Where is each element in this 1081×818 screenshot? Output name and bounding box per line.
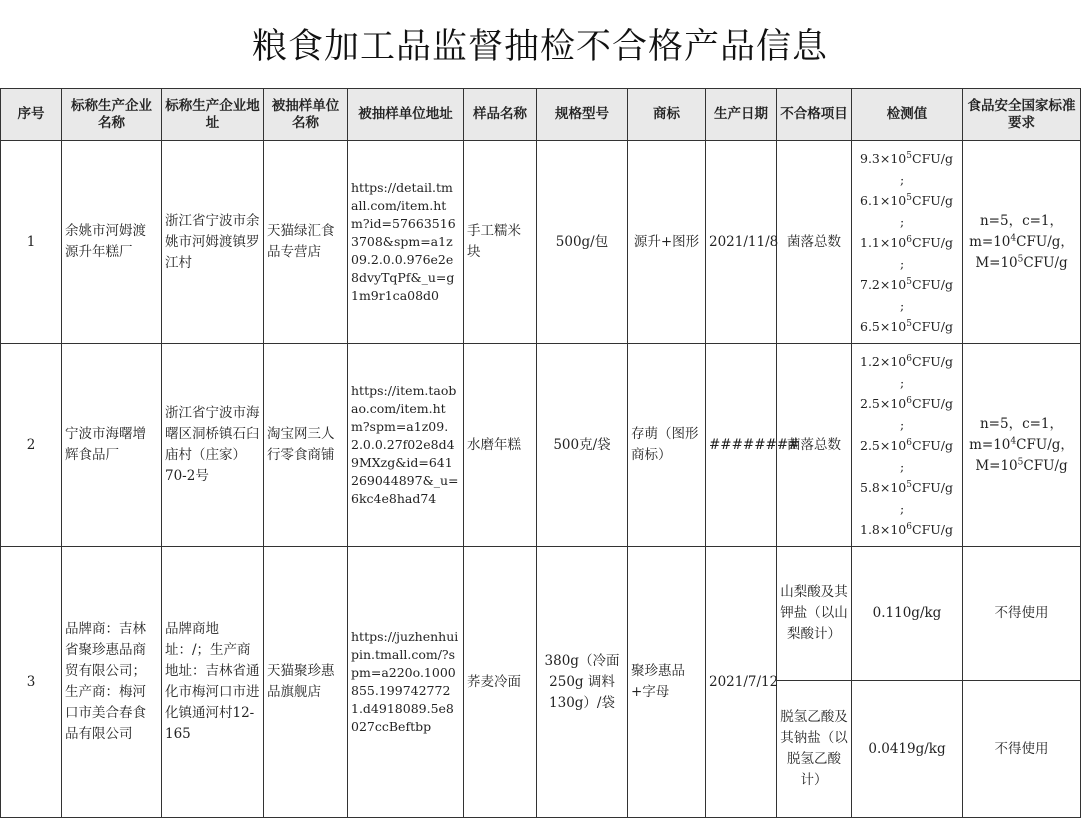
cell-sampled-unit-address: https://juzhenhuipin.tmall.com/?spm=a220o.1000855.1997427721.d4918089.5e8027ccBeftbp bbox=[348, 547, 464, 818]
header-sampled-unit-address: 被抽样单位地址 bbox=[348, 89, 464, 141]
test-value: $9.3\times 10^5CFU/g$ bbox=[860, 150, 953, 166]
document-title: 粮食加工品监督抽检不合格产品信息 bbox=[251, 27, 828, 67]
value-separator: ; bbox=[900, 255, 905, 271]
cell-sampled-unit-name: 淘宝网三人行零食商铺 bbox=[264, 344, 348, 547]
cell-spec: 500g/包 bbox=[537, 141, 628, 344]
cell-seq: 2 bbox=[1, 344, 62, 547]
cell-national-standard: 不得使用 bbox=[963, 681, 1081, 818]
cell-failed-item: 山梨酸及其钾盐（以山梨酸计） bbox=[777, 547, 852, 681]
cell-test-values bbox=[852, 344, 963, 547]
cell-spec: 380g（冷面250g 调料130g）/袋 bbox=[537, 547, 628, 818]
cell-manufacturer-name: 宁波市海曙增辉食品厂 bbox=[62, 344, 162, 547]
cell-manufacturer-name: 品牌商：吉林省聚珍惠品商贸有限公司；生产商：梅河口市美合春食品有限公司 bbox=[62, 547, 162, 818]
cell-manufacturer-address: 浙江省宁波市余姚市河姆渡镇罗江村 bbox=[162, 141, 264, 344]
header-seq: 序号 bbox=[1, 89, 62, 141]
header-manufacturer-name: 标称生产企业名称 bbox=[62, 89, 162, 141]
cell-brand: 聚珍惠品+字母 bbox=[628, 547, 706, 818]
test-value: $2.5\times 10^6CFU/g$ bbox=[860, 437, 953, 453]
cell-production-date: ######## bbox=[706, 344, 777, 547]
cell-failed-item: 脱氢乙酸及其钠盐（以脱氢乙酸计） bbox=[777, 681, 852, 818]
cell-national-standard: n=5，c=1， $m=10^4CFU/g$， $M=10^5CFU/g$ bbox=[963, 141, 1081, 344]
cell-manufacturer-name: 余姚市河姆渡源升年糕厂 bbox=[62, 141, 162, 344]
unqualified-products-table bbox=[0, 88, 1081, 818]
cell-seq: 1 bbox=[1, 141, 62, 344]
cell-manufacturer-address: 品牌商地址：/；生产商地址：吉林省通化市梅河口市进化镇通河村12-165 bbox=[162, 547, 264, 818]
test-value: $5.8\times 10^5CFU/g$ bbox=[860, 479, 953, 495]
cell-sample-name: 手工糯米块 bbox=[464, 141, 537, 344]
value-separator: ; bbox=[900, 416, 905, 432]
cell-sampled-unit-address: https://detail.tmall.com/item.htm?id=576635163708&spm=a1z09.2.0.0.976e2e8dvyTqPf&_u=g1m9r1ca08d0 bbox=[348, 141, 464, 344]
test-value: $7.2\times 10^5CFU/g$ bbox=[860, 276, 953, 292]
value-separator: ; bbox=[900, 297, 905, 313]
value-separator: ; bbox=[900, 171, 905, 187]
cell-sampled-unit-name: 天猫聚珍惠品旗舰店 bbox=[264, 547, 348, 818]
cell-national-standard: 不得使用 bbox=[963, 547, 1081, 681]
cell-test-value: 0.110g/kg bbox=[852, 547, 963, 681]
cell-production-date: 2021/7/12 bbox=[706, 547, 777, 818]
header-sampled-unit-name: 被抽样单位名称 bbox=[264, 89, 348, 141]
cell-test-values bbox=[852, 141, 963, 344]
header-production-date: 生产日期 bbox=[706, 89, 777, 141]
value-separator: ; bbox=[900, 374, 905, 390]
value-separator: ; bbox=[900, 213, 905, 229]
table-header-row bbox=[1, 89, 1081, 141]
test-value: $1.8\times 10^6CFU/g$ bbox=[860, 521, 953, 537]
header-manufacturer-address: 标称生产企业地址 bbox=[162, 89, 264, 141]
cell-manufacturer-address: 浙江省宁波市海曙区洞桥镇石臼庙村（庄家）70-2号 bbox=[162, 344, 264, 547]
cell-production-date: 2021/11/8 bbox=[706, 141, 777, 344]
test-value: $1.1\times 10^6CFU/g$ bbox=[860, 234, 953, 250]
cell-sampled-unit-address: https://item.taobao.com/item.htm?spm=a1z09.2.0.0.27f02e8d49MXzg&id=641269044897&_u=6kc4e8had74 bbox=[348, 344, 464, 547]
cell-sample-name: 水磨年糕 bbox=[464, 344, 537, 547]
table-row bbox=[1, 141, 1081, 344]
header-sample-name: 样品名称 bbox=[464, 89, 537, 141]
test-value: $1.2\times 10^6CFU/g$ bbox=[860, 353, 953, 369]
value-separator: ; bbox=[900, 500, 905, 516]
header-failed-item: 不合格项目 bbox=[777, 89, 852, 141]
cell-spec: 500克/袋 bbox=[537, 344, 628, 547]
cell-seq: 3 bbox=[1, 547, 62, 818]
cell-failed-item: 菌落总数 bbox=[777, 344, 852, 547]
test-value: $6.1\times 10^5CFU/g$ bbox=[860, 192, 953, 208]
table-row bbox=[1, 547, 1081, 681]
cell-national-standard: n=5，c=1， $m=10^4CFU/g$， $M=10^5CFU/g$ bbox=[963, 344, 1081, 547]
cell-failed-item: 菌落总数 bbox=[777, 141, 852, 344]
cell-sample-name: 荞麦冷面 bbox=[464, 547, 537, 818]
header-brand: 商标 bbox=[628, 89, 706, 141]
test-value: $6.5\times 10^5CFU/g$ bbox=[860, 318, 953, 334]
header-spec: 规格型号 bbox=[537, 89, 628, 141]
cell-sampled-unit-name: 天猫绿汇食品专营店 bbox=[264, 141, 348, 344]
header-test-value: 检测值 bbox=[852, 89, 963, 141]
header-national-standard: 食品安全国家标准要求 bbox=[963, 89, 1081, 141]
value-separator: ; bbox=[900, 458, 905, 474]
cell-brand: 存萌（图形商标） bbox=[628, 344, 706, 547]
test-value: $2.5\times 10^6CFU/g$ bbox=[860, 395, 953, 411]
cell-brand: 源升+图形 bbox=[628, 141, 706, 344]
cell-test-value: 0.0419g/kg bbox=[852, 681, 963, 818]
table-row bbox=[1, 344, 1081, 547]
